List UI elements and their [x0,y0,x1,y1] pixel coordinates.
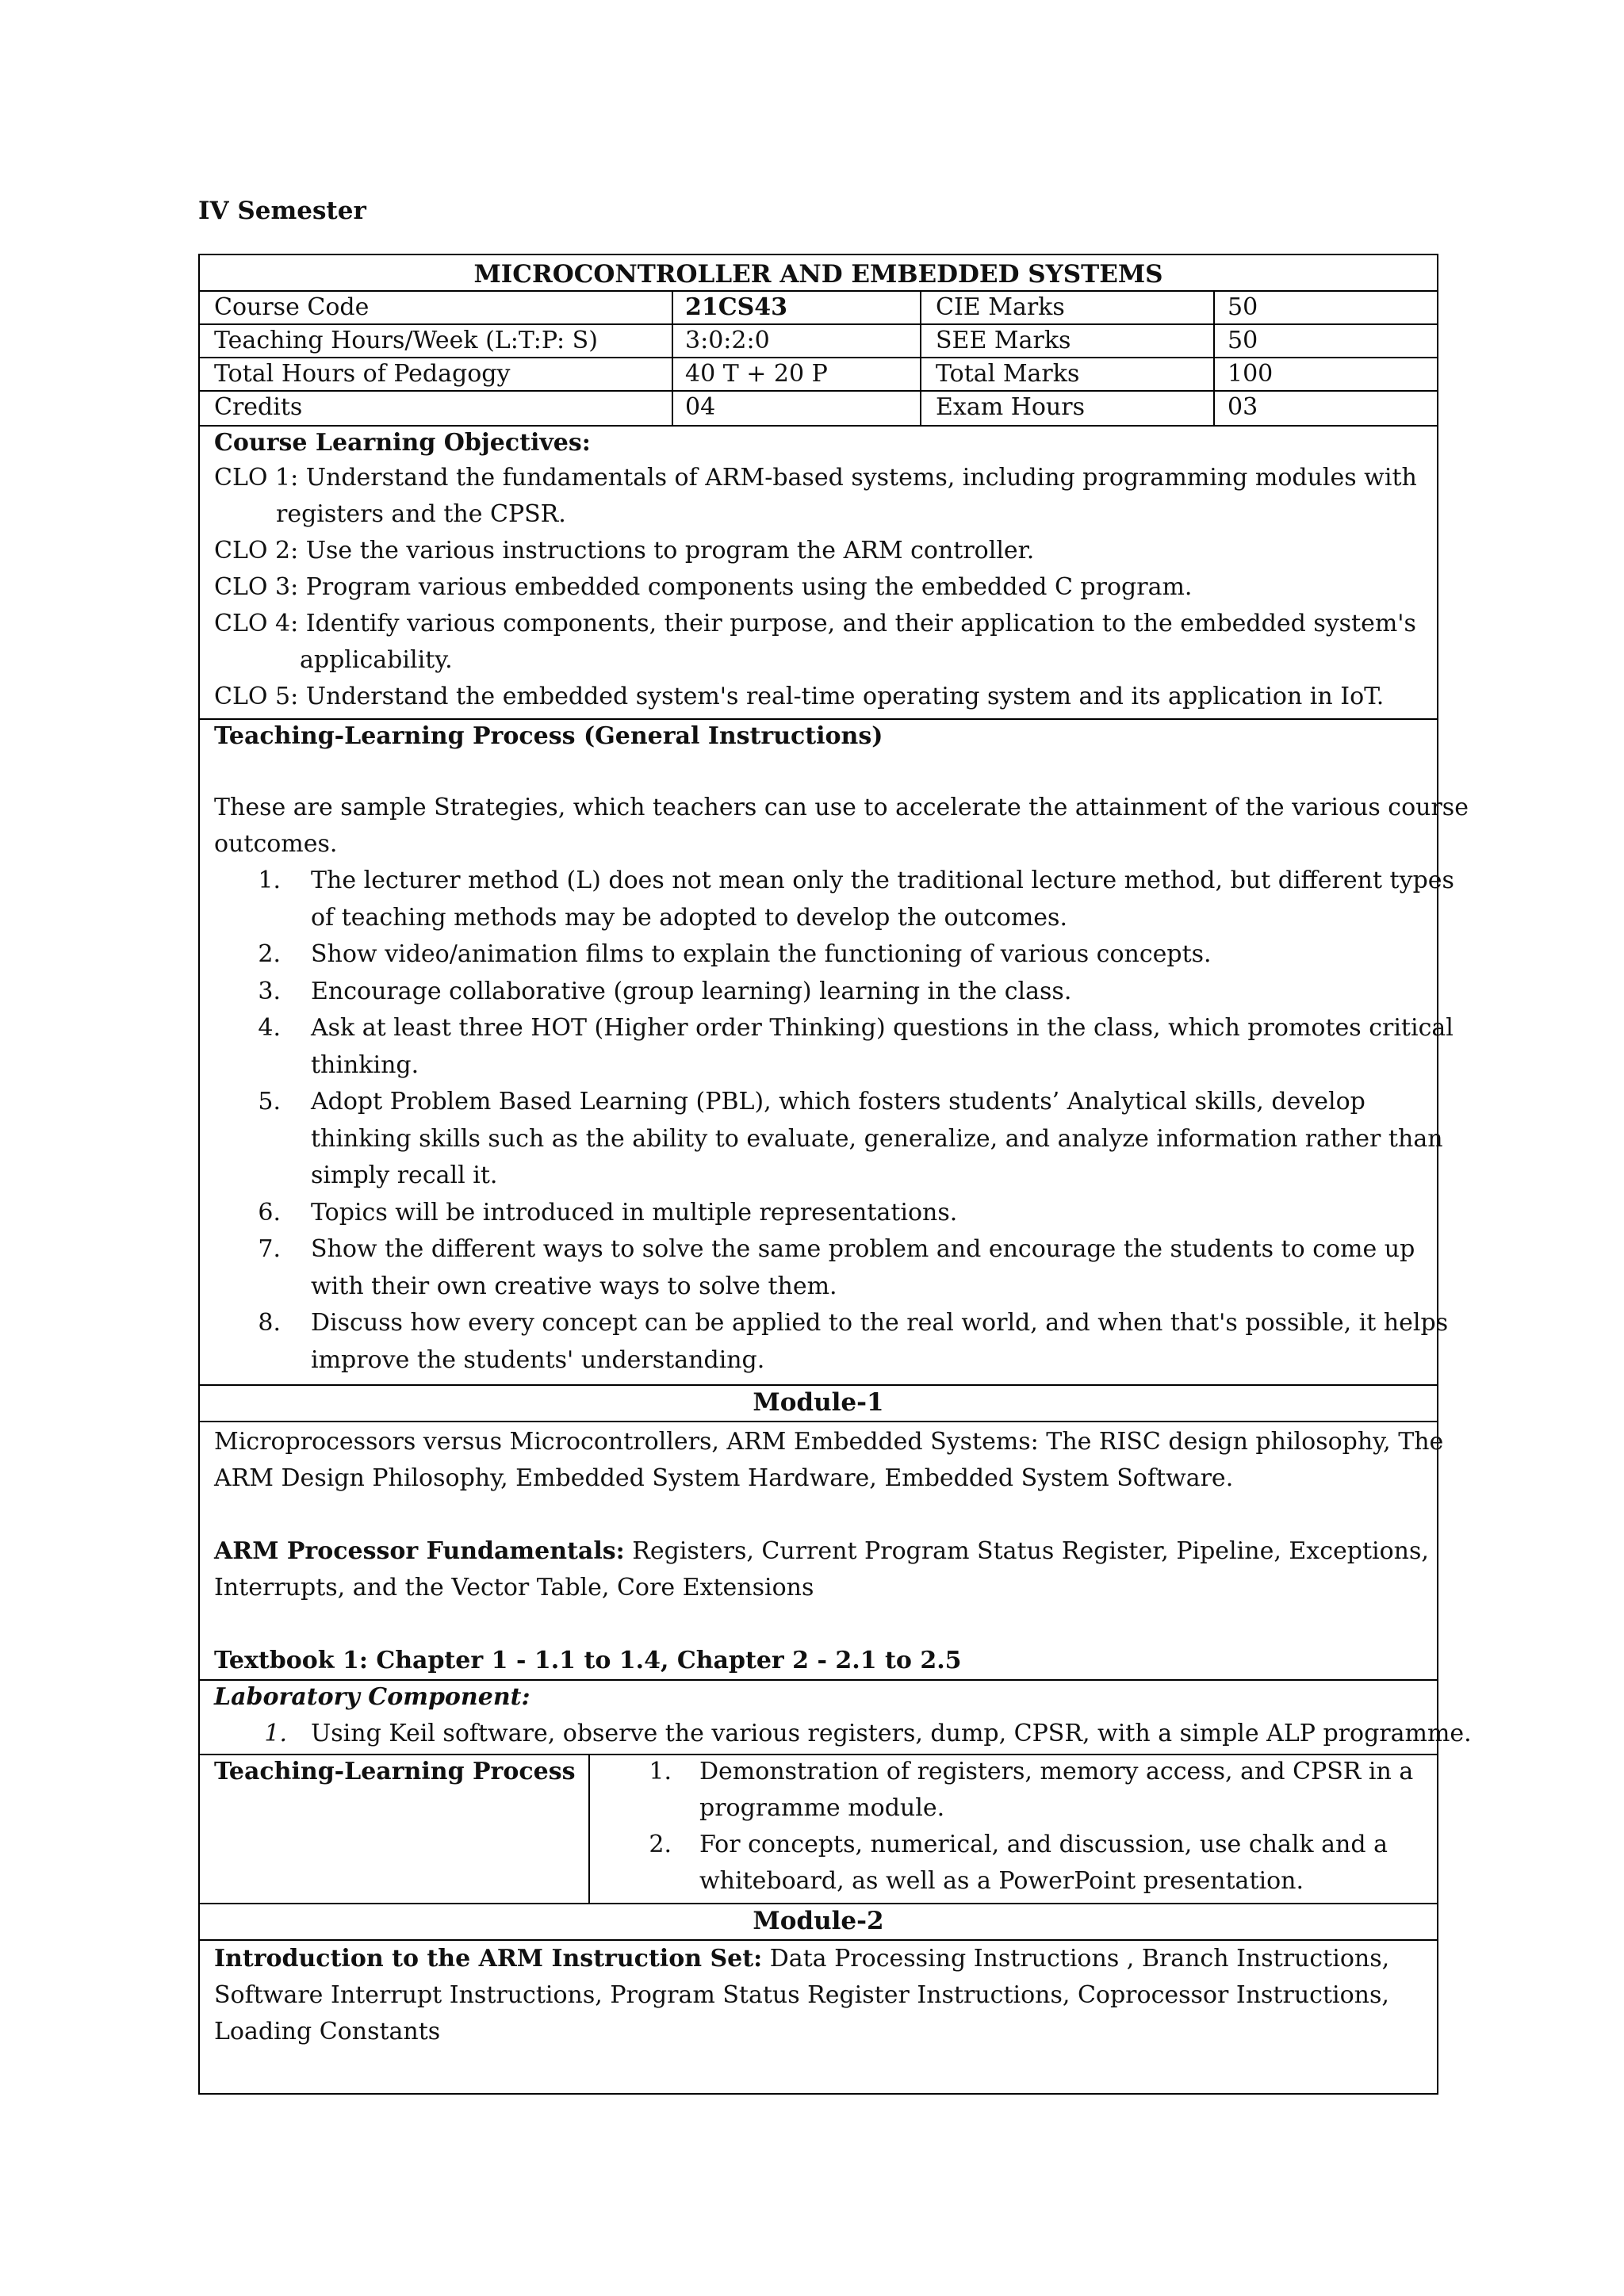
module-1-textbook: Textbook 1: Chapter 1 - 1.1 to 1.4, Chapter 2 - 2.1 to 2.5 [214,1647,962,1674]
arm-instruction-set-text: Data Processing Instructions , Branch Instructions, [762,1945,1390,1973]
syllabus-table [198,254,1472,2095]
clo-4-cont: applicability. [300,646,453,674]
module-1-tlp-item-text: For concepts, numerical, and discussion, use chalk and a [699,1831,1388,1858]
lab-item: Using Keil software, observe the various registers, dump, CPSR, with a simple ALP programme. [311,1720,1472,1747]
clo-2: CLO 2: Use the various instructions to program the ARM controller. [214,537,1035,564]
tlp-item-text: simply recall it. [311,1161,498,1189]
tlp-item-text: of teaching methods may be adopted to develop the outcomes. [311,903,1067,932]
tlp-intro: These are sample Strategies, which teachers can use to accelerate the attainment of the various course [214,794,1469,821]
tlp-item-number: 4. [258,1014,281,1042]
tlp-item-number: 5. [258,1088,281,1115]
module-1-tlp-item-text: whiteboard, as well as a PowerPoint presentation. [699,1867,1304,1895]
tlp-item-text: The lecturer method (L) does not mean only the traditional lecture method, but different types [311,867,1454,894]
tlp-item-text: thinking skills such as the ability to evaluate, generalize, and analyze information rather than [311,1124,1443,1153]
clo-1-cont: registers and the CPSR. [276,500,566,528]
cie-marks-label: CIE Marks [936,293,1065,321]
module-2-intro-cont-2: Loading Constants [214,2018,441,2045]
module-2-intro [214,1941,1389,1977]
tlp-intro-cont: outcomes. [214,830,338,858]
arm-instruction-set-label: Introduction to the ARM Instruction Set: [214,1945,763,1973]
module-1-topics-cont: ARM Design Philosophy, Embedded System Hardware, Embedded System Software. [214,1464,1234,1492]
clo-5: CLO 5: Understand the embedded system's real-time operating system and its application in IoT. [214,683,1385,710]
module-1-tlp-item-text: programme module. [699,1794,945,1822]
tlp-item-number: 8. [258,1309,281,1337]
credits-label: Credits [214,393,303,421]
lab-component-heading: Laboratory Component: [214,1683,530,1711]
teaching-hours-value: 3:0:2:0 [685,327,770,354]
exam-hours-value: 03 [1228,393,1258,421]
tlp-item-number: 1. [258,867,281,894]
tlp-item-number: 6. [258,1198,281,1226]
total-marks-label: Total Marks [936,360,1080,388]
module-1-tlp-item-number: 1. [649,1758,672,1785]
module-1-arm-fundamentals [214,1533,1429,1570]
module-1-tlp-item-text: Demonstration of registers, memory access, and CPSR in a [699,1758,1414,1785]
course-code-value: 21CS43 [685,293,788,321]
pedagogy-hours-value: 40 T + 20 P [685,360,828,388]
see-marks-label: SEE Marks [936,327,1071,354]
module-1-tlp-label: Teaching-Learning Process [214,1758,576,1785]
tlp-item-text: Encourage collaborative (group learning) learning in the class. [311,977,1072,1005]
arm-fundamentals-text: Registers, Current Program Status Register, Pipeline, Exceptions, [624,1537,1429,1565]
module-1-heading: Module-1 [753,1388,884,1417]
semester-label: IV Semester [198,197,366,225]
tlp-item-text: Ask at least three HOT (Higher order Thinking) questions in the class, which promotes critical [311,1014,1454,1042]
tlp-item-text: Show video/animation films to explain the functioning of various concepts. [311,940,1212,968]
lab-item-number: 1. [264,1720,287,1747]
total-marks-value: 100 [1228,360,1274,388]
tlp-item-text: Adopt Problem Based Learning (PBL), which fosters students’ Analytical skills, develop [311,1088,1365,1115]
tlp-heading: Teaching-Learning Process (General Instructions) [214,722,883,750]
credits-value: 04 [685,393,716,421]
tlp-item-number: 7. [258,1235,281,1263]
pedagogy-hours-label: Total Hours of Pedagogy [214,360,511,388]
course-code-label: Course Code [214,293,370,321]
tlp-item-text: Discuss how every concept can be applied to the real world, and when that's possible, it helps [311,1309,1449,1337]
tlp-item-number: 2. [258,940,281,968]
tlp-item-text: Topics will be introduced in multiple representations. [311,1198,958,1226]
see-marks-value: 50 [1228,327,1258,354]
tlp-item-text: improve the students' understanding. [311,1345,765,1374]
exam-hours-label: Exam Hours [936,393,1085,421]
cie-marks-value: 50 [1228,293,1258,321]
tlp-item-text: with their own creative ways to solve them. [311,1272,837,1300]
module-1-arm-fundamentals-cont: Interrupts, and the Vector Table, Core Extensions [214,1574,814,1601]
tlp-item-text: thinking. [311,1050,419,1079]
teaching-hours-label: Teaching Hours/Week (L:T:P: S) [214,327,598,354]
module-2-intro-cont: Software Interrupt Instructions, Program Status Register Instructions, Coprocessor Instructions, [214,1981,1389,2009]
clo-3: CLO 3: Program various embedded components using the embedded C program. [214,573,1193,601]
module-1-tlp-item-number: 2. [649,1831,672,1858]
module-1-topics: Microprocessors versus Microcontrollers, ARM Embedded Systems: The RISC design philosophy, The [214,1428,1444,1456]
tlp-item-text: Show the different ways to solve the same problem and encourage the students to come up [311,1235,1415,1263]
tlp-item-number: 3. [258,977,281,1005]
clo-4: CLO 4: Identify various components, their purpose, and their application to the embedded system's [214,610,1416,637]
arm-fundamentals-label: ARM Processor Fundamentals: [214,1537,625,1565]
course-title: MICROCONTROLLER AND EMBEDDED SYSTEMS [473,260,1163,289]
module-2-heading: Module-2 [753,1907,884,1935]
clo-heading: Course Learning Objectives: [214,429,591,457]
clo-1: CLO 1: Understand the fundamentals of ARM-based systems, including programming modules with [214,464,1417,492]
